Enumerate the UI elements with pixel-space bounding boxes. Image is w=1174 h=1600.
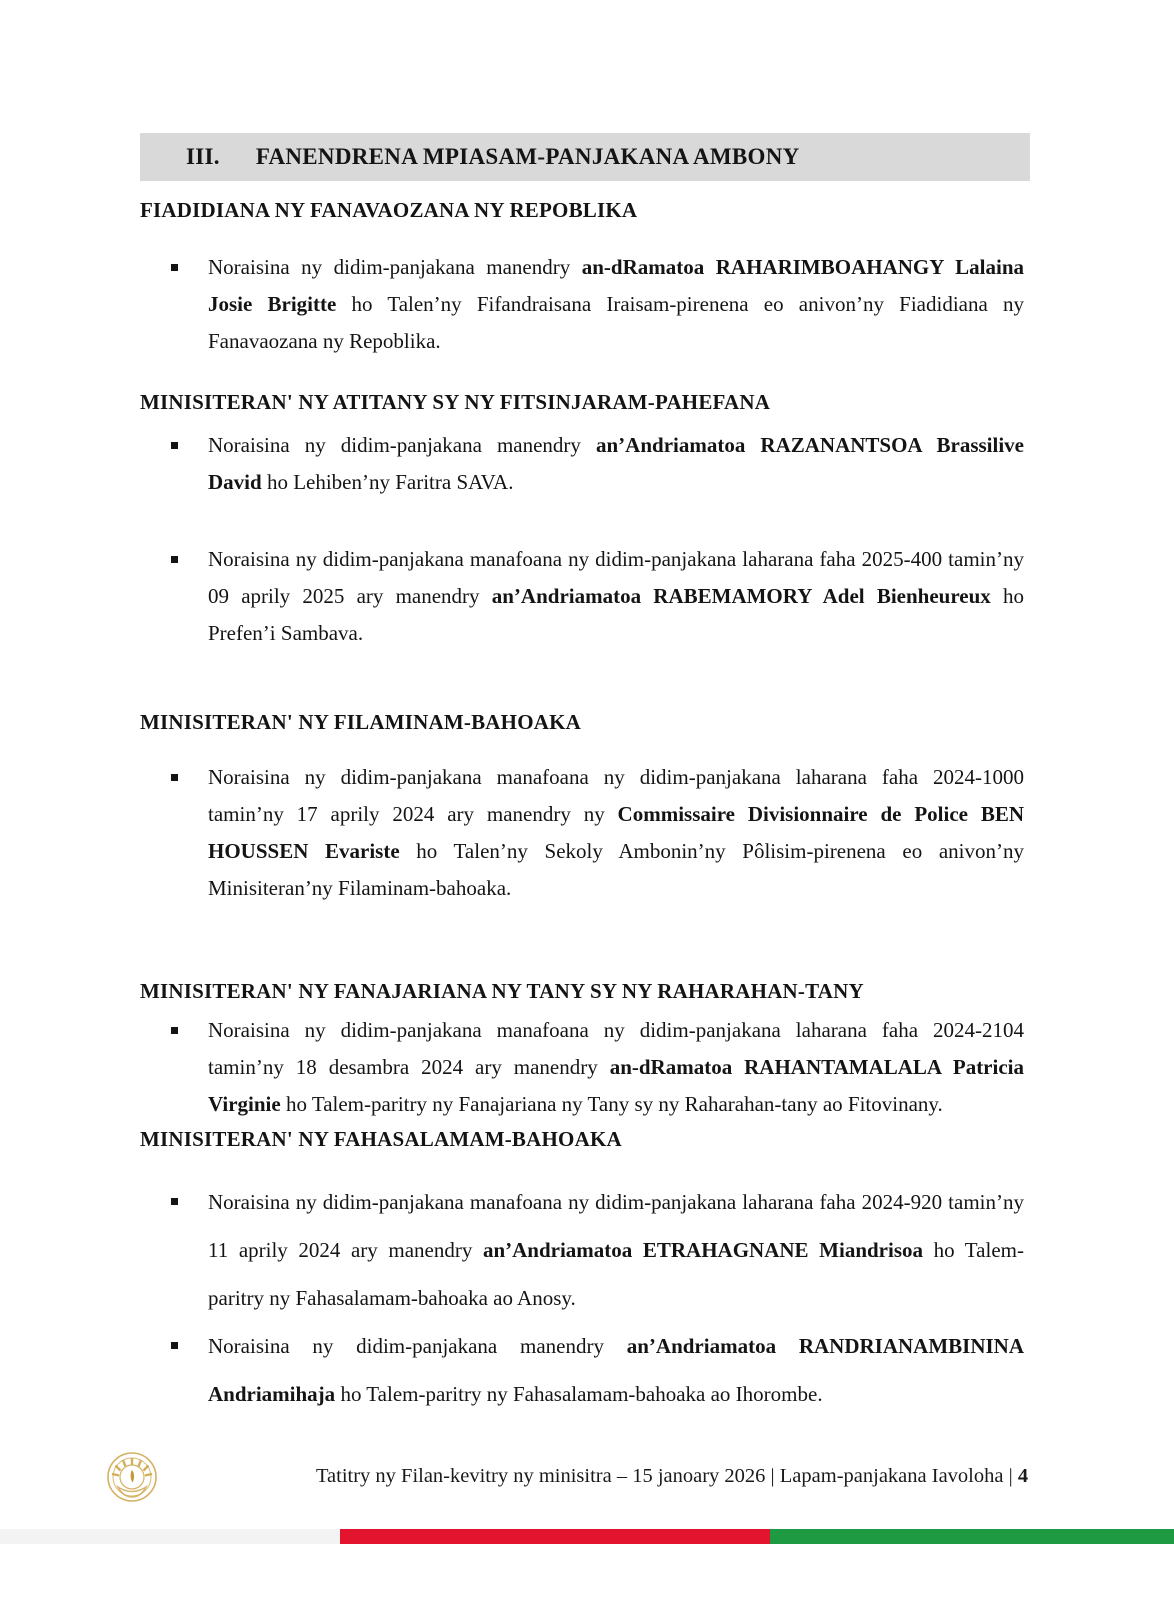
bullet-square-icon [171,1342,178,1349]
section-heading: MINISITERAN' NY FAHASALAMAM-BAHOAKA [140,1127,622,1151]
section-1 [140,390,1030,652]
list-item: Noraisina ny didim-panjakana manendry an’Andriamatoa RANDRIANAMBININA Andriamihaja ho Talem-paritry ny Fahasalamam-bahoaka ao Ihorombe. [140,1322,1030,1418]
footer-tricolor-bar [0,1529,1174,1544]
title-number: III. [186,144,220,169]
footer-bar-red [340,1529,770,1544]
bullet-square-icon [171,264,178,271]
bullet-square-icon [171,442,178,449]
list-item: Noraisina ny didim-panjakana manafoana ny didim-panjakana laharana faha 2024-920 tamin’ny 11 aprily 2024 ary manendry an’Andriamatoa ETRAHAGNANE Miandrisoa ho Talem-paritry ny Fahasalamam-bahoaka ao Anosy. [140,1178,1030,1322]
section-heading: MINISITERAN' NY FANAJARIANA NY TANY SY NY RAHARAHAN-TANY [140,979,864,1003]
presidential-seal-icon [104,1447,160,1516]
page-title: FANENDRENA MPIASAM-PANJAKANA AMBONY [255,144,800,169]
section-heading: MINISITERAN' NY FILAMINAM-BAHOAKA [140,710,581,734]
section-4 [140,1127,1030,1418]
section-heading: MINISITERAN' NY ATITANY SY NY FITSINJARAM-PAHEFANA [140,390,771,414]
bullet-square-icon [171,1027,178,1034]
page-number: 4 [1017,1465,1029,1487]
bullet-square-icon [171,774,178,781]
list-item: Noraisina ny didim-panjakana manafoana ny didim-panjakana laharana faha 2024-1000 tamin’ny 17 aprily 2024 ary manendry ny Commissaire Divisionnaire de Police BEN HOUSSEN Evariste ho Talen’ny Sekoly Ambonin’ny Pôlisim-pirenena eo anivon’ny Minisiteran’ny Filaminam-bahoaka. [140,759,1030,907]
list-item: Noraisina ny didim-panjakana manendry an-dRamatoa RAHARIMBOAHANGY Lalaina Josie Brigitte ho Talen’ny Fifandraisana Iraisam-pirenena eo anivon’ny Fiadidiana ny Fanavaozana ny Repoblika. [140,249,1030,360]
section-0 [140,198,1030,360]
list-item: Noraisina ny didim-panjakana manendry an’Andriamatoa RAZANANTSOA Brassilive David ho Lehiben’ny Faritra SAVA. [140,427,1030,501]
section-2 [140,710,1030,907]
section-heading: FIADIDIANA NY FANAVAOZANA NY REPOBLIKA [140,198,638,222]
section-title-bar [140,133,1030,181]
bullet-square-icon [171,1198,178,1205]
list-item: Noraisina ny didim-panjakana manafoana ny didim-panjakana laharana faha 2024-2104 tamin’ny 18 desambra 2024 ary manendry an-dRamatoa RAHANTAMALALA Patricia Virginie ho Talem-paritry ny Fanajariana ny Tany sy ny Raharahan-tany ao Fitovinany. [140,1012,1030,1123]
footer-bar-green [770,1529,1174,1544]
section-3 [140,979,1030,1123]
page-footer [170,1465,1174,1488]
bullet-square-icon [171,556,178,563]
list-item: Noraisina ny didim-panjakana manafoana ny didim-panjakana laharana faha 2025-400 tamin’ny 09 aprily 2025 ary manendry an’Andriamatoa RABEMAMORY Adel Bienheureux ho Prefen’i Sambava. [140,541,1030,652]
footer-bar-light [0,1529,340,1544]
footer-text: Tatitry ny Filan-kevitry ny minisitra – 15 janoary 2026 | Lapam-panjakana Iavoloha | [315,1465,1018,1487]
document-body [140,198,1030,1418]
